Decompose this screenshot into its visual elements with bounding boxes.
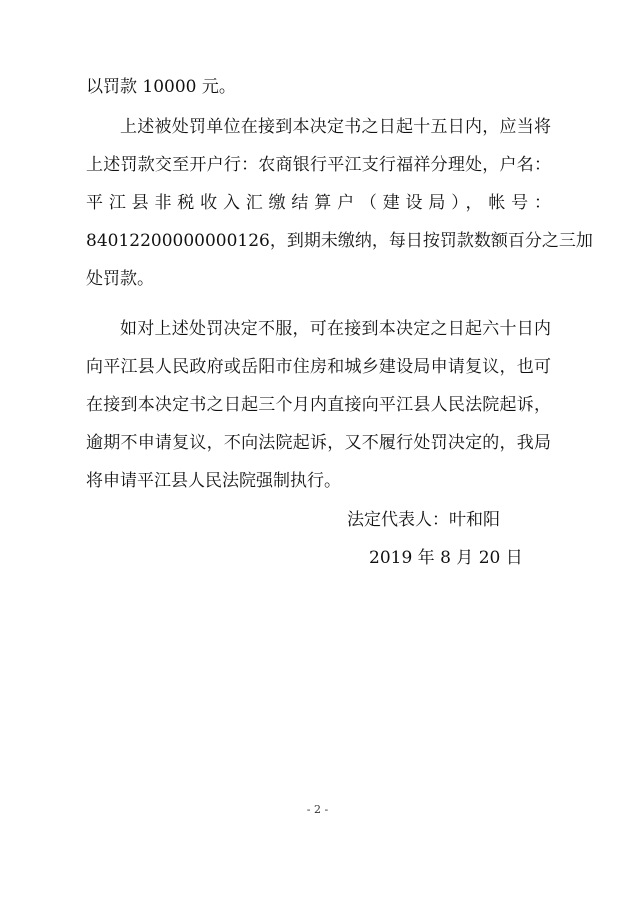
text-line-6: 处罚款。 bbox=[86, 269, 154, 289]
text-line-7: 如对上述处罚决定不服，可在接到本决定之日起六十日内 bbox=[120, 319, 551, 339]
text-line-3: 上述罚款交至开户行：农商银行平江支行福祥分理处，户名： bbox=[86, 155, 551, 175]
document-date: 2019 年 8 月 20 日 bbox=[369, 548, 523, 568]
legal-representative: 法定代表人：叶和阳 bbox=[347, 510, 500, 530]
text-line-10: 逾期不申请复议，不向法院起诉，又不履行处罚决定的，我局 bbox=[86, 433, 551, 453]
text-line-8: 向平江县人民政府或岳阳市住房和城乡建设局申请复议，也可 bbox=[86, 357, 551, 377]
text-line-1: 以罚款 10000 元。 bbox=[86, 77, 236, 97]
text-line-9: 在接到本决定书之日起三个月内直接向平江县人民法院起诉， bbox=[86, 395, 551, 415]
text-line-2: 上述被处罚单位在接到本决定书之日起十五日内，应当将 bbox=[120, 117, 551, 137]
text-line-11: 将申请平江县人民法院强制执行。 bbox=[86, 471, 341, 491]
text-line-4: 平江县非税收入汇缴结算户（建设局），帐号： bbox=[86, 193, 551, 213]
text-line-5: 84012200000000126，到期未缴纳，每日按罚款数额百分之三加 bbox=[86, 231, 593, 251]
page-number: - 2 - bbox=[306, 803, 329, 816]
